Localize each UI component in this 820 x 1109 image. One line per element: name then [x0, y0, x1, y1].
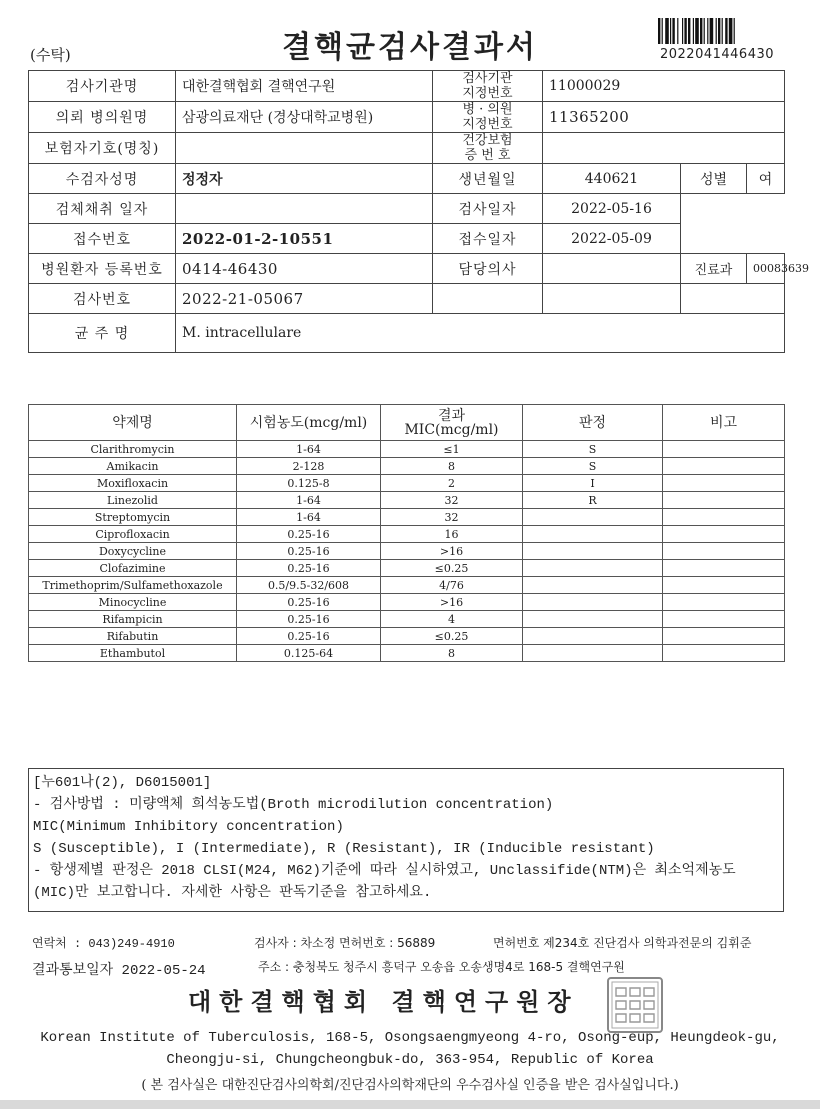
receipt-date-label: 접수일자 [433, 224, 543, 254]
contact-info: 연락처 : 043)249-4910 [32, 937, 175, 951]
mic-result: ≤0.25 [381, 628, 523, 645]
doctor-value [543, 254, 681, 284]
requester-value: 삼광의료재단 (경상대학교병원) [176, 102, 433, 133]
test-concentration: 0.125-8 [237, 475, 381, 492]
interpretation [523, 628, 663, 645]
accreditation-note: ( 본 검사실은 대한진단검사의학회/진단검사의학재단의 우수검사실 인증을 받은 검사실입니다.) [141, 1078, 679, 1093]
insured-value [176, 133, 433, 164]
test-concentration: 2-128 [237, 458, 381, 475]
mic-result: 32 [381, 492, 523, 509]
institution-code-label: 검사기관 지정번호 [433, 71, 543, 102]
drug-name: Minocycline [29, 594, 237, 611]
clinic-code-value: 11365200 [543, 102, 785, 133]
notes-box [28, 768, 784, 912]
remark [663, 458, 785, 475]
drug-name: Clofazimine [29, 560, 237, 577]
remark [663, 611, 785, 628]
requester-label: 의뢰 병의원명 [29, 102, 176, 133]
drug-row [29, 458, 785, 475]
mic-result: >16 [381, 594, 523, 611]
remark [663, 492, 785, 509]
header-concentration: 시험농도(mcg/ml) [237, 405, 381, 441]
mic-result: ≤1 [381, 441, 523, 458]
test-date-value: 2022-05-16 [543, 194, 681, 224]
patient-name-value: 정정자 [176, 164, 433, 194]
drug-row [29, 543, 785, 560]
remark [663, 475, 785, 492]
patient-info-table [28, 70, 809, 353]
remark [663, 645, 785, 662]
test-concentration: 1-64 [237, 509, 381, 526]
test-concentration: 0.5/9.5-32/608 [237, 577, 381, 594]
remark [663, 594, 785, 611]
remark [663, 526, 785, 543]
test-concentration: 0.25-16 [237, 611, 381, 628]
receipt-date-value: 2022-05-09 [543, 224, 681, 254]
interpretation: I [523, 475, 663, 492]
drug-name: Doxycycline [29, 543, 237, 560]
drug-row [29, 594, 785, 611]
interpretation [523, 509, 663, 526]
test-concentration: 0.25-16 [237, 543, 381, 560]
mic-result: ≤0.25 [381, 560, 523, 577]
interpretation: S [523, 441, 663, 458]
remark [663, 509, 785, 526]
mic-result: 16 [381, 526, 523, 543]
drug-susceptibility-table [28, 404, 785, 662]
institution-value: 대한결핵협회 결핵연구원 [176, 71, 433, 102]
note-line: [누601나(2), D6015001] [33, 775, 212, 791]
drug-name: Rifabutin [29, 628, 237, 645]
mic-result: 4/76 [381, 577, 523, 594]
institution-label: 검사기관명 [29, 71, 176, 102]
remark [663, 441, 785, 458]
birth-value: 440621 [543, 164, 681, 194]
organism-value: M. intracellulare [176, 314, 785, 353]
remark [663, 543, 785, 560]
test-concentration: 1-64 [237, 492, 381, 509]
remark [663, 560, 785, 577]
drug-name: Linezolid [29, 492, 237, 509]
remark [663, 577, 785, 594]
page-edge [0, 1100, 820, 1109]
drug-row [29, 628, 785, 645]
header-remark: 비고 [663, 405, 785, 441]
organism-label: 균 주 명 [29, 314, 176, 353]
address: 주소 : 충청북도 청주시 흥덕구 오송읍 오송생명4로 168-5 결핵연구원 [258, 960, 625, 974]
drug-row [29, 577, 785, 594]
note-line: - 항생제별 판정은 2018 CLSI(M24, M62)기준에 따라 실시하였고, Unclassifide(NTM)은 최소억제농도 [33, 863, 736, 879]
header-result-line2: MIC(mcg/ml) [404, 421, 499, 438]
drug-row [29, 475, 785, 492]
drug-row [29, 441, 785, 458]
interpretation [523, 611, 663, 628]
interpretation [523, 577, 663, 594]
test-date-label: 검사일자 [433, 194, 543, 224]
interpretation [523, 560, 663, 577]
test-concentration: 0.25-16 [237, 526, 381, 543]
note-line: S (Susceptible), I (Intermediate), R (Resistant), IR (Inducible resistant) [33, 841, 655, 857]
interpretation [523, 594, 663, 611]
drug-name: Streptomycin [29, 509, 237, 526]
tester-info: 검사자 : 차소정 면허번호 : 56889 [254, 936, 436, 950]
note-line: MIC(Minimum Inhibitory concentration) [33, 819, 344, 835]
test-concentration: 0.25-16 [237, 560, 381, 577]
insured-label: 보험자기호(명칭) [29, 133, 176, 164]
drug-row [29, 560, 785, 577]
drug-row [29, 492, 785, 509]
patient-reg-label: 병원환자 등록번호 [29, 254, 176, 284]
drug-row [29, 611, 785, 628]
drug-name: Amikacin [29, 458, 237, 475]
interpretation [523, 645, 663, 662]
drug-row [29, 645, 785, 662]
drug-name: Trimethoprim/Sulfamethoxazole [29, 577, 237, 594]
header-drug: 약제명 [29, 405, 237, 441]
interpretation [523, 526, 663, 543]
note-line: (MIC)만 보고합니다. 자세한 사항은 판독기준을 참고하세요. [33, 885, 432, 901]
patient-reg-value: 0414-46430 [176, 254, 433, 284]
test-no-value: 2022-21-05067 [176, 284, 433, 314]
note-line: - 검사방법 : 미량액체 희석농도법(Broth microdilution concentration) [33, 797, 554, 813]
english-address-line2: Cheongju-si, Chungcheongbuk-do, 363-954, Republic of Korea [166, 1052, 654, 1068]
drug-row [29, 526, 785, 543]
barcode-icon [658, 18, 776, 44]
english-address-line1: Korean Institute of Tuberculosis, 168-5, Osongsaengmyeong 4-ro, Osong-eup, Heungdeok-gu, [40, 1030, 780, 1046]
specimen-date-label: 검체채취 일자 [29, 194, 176, 224]
drug-name: Clarithromycin [29, 441, 237, 458]
interpretation [523, 543, 663, 560]
mic-result: >16 [381, 543, 523, 560]
interpretation: R [523, 492, 663, 509]
header-result [381, 405, 523, 441]
department-label: 진료과 [681, 254, 747, 284]
clinic-code-label: 병 · 의원 지정번호 [433, 102, 543, 133]
license-info: 면허번호 제234호 진단검사 의학과전문의 김휘준 [493, 936, 752, 950]
header-result-line1: 결과 [437, 407, 466, 424]
institution-code-value: 11000029 [543, 71, 785, 102]
remark [663, 628, 785, 645]
consignment-label: (수탁) [30, 46, 71, 64]
mic-result: 4 [381, 611, 523, 628]
test-concentration: 0.25-16 [237, 594, 381, 611]
patient-name-label: 수검자성명 [29, 164, 176, 194]
receipt-no-value: 2022-01-2-10551 [176, 224, 433, 254]
official-seal-icon [606, 976, 664, 1034]
health-insurance-label: 건강보험 증 번 호 [433, 133, 543, 164]
health-insurance-value [543, 133, 785, 164]
barcode-number: 2022041446430 [659, 47, 775, 62]
notice-date: 결과통보일자 2022-05-24 [32, 963, 206, 979]
interpretation: S [523, 458, 663, 475]
mic-result: 32 [381, 509, 523, 526]
institute-name: 대한결핵협회 결핵연구원장 [188, 988, 579, 1016]
test-no-label: 검사번호 [29, 284, 176, 314]
drug-name: Rifampicin [29, 611, 237, 628]
sex-value: 여 [747, 164, 785, 194]
drug-row [29, 509, 785, 526]
mic-result: 8 [381, 458, 523, 475]
department-value: 00083639 [747, 254, 785, 284]
test-concentration: 1-64 [237, 441, 381, 458]
mic-result: 8 [381, 645, 523, 662]
specimen-date-value [176, 194, 433, 224]
sex-label: 성별 [681, 164, 747, 194]
doctor-label: 담당의사 [433, 254, 543, 284]
receipt-no-label: 접수번호 [29, 224, 176, 254]
document-title: 결핵균검사결과서 [282, 30, 538, 65]
test-concentration: 0.125-64 [237, 645, 381, 662]
test-concentration: 0.25-16 [237, 628, 381, 645]
drug-name: Moxifloxacin [29, 475, 237, 492]
drug-name: Ethambutol [29, 645, 237, 662]
drug-name: Ciprofloxacin [29, 526, 237, 543]
mic-result: 2 [381, 475, 523, 492]
header-interpretation: 판정 [523, 405, 663, 441]
birth-label: 생년월일 [433, 164, 543, 194]
